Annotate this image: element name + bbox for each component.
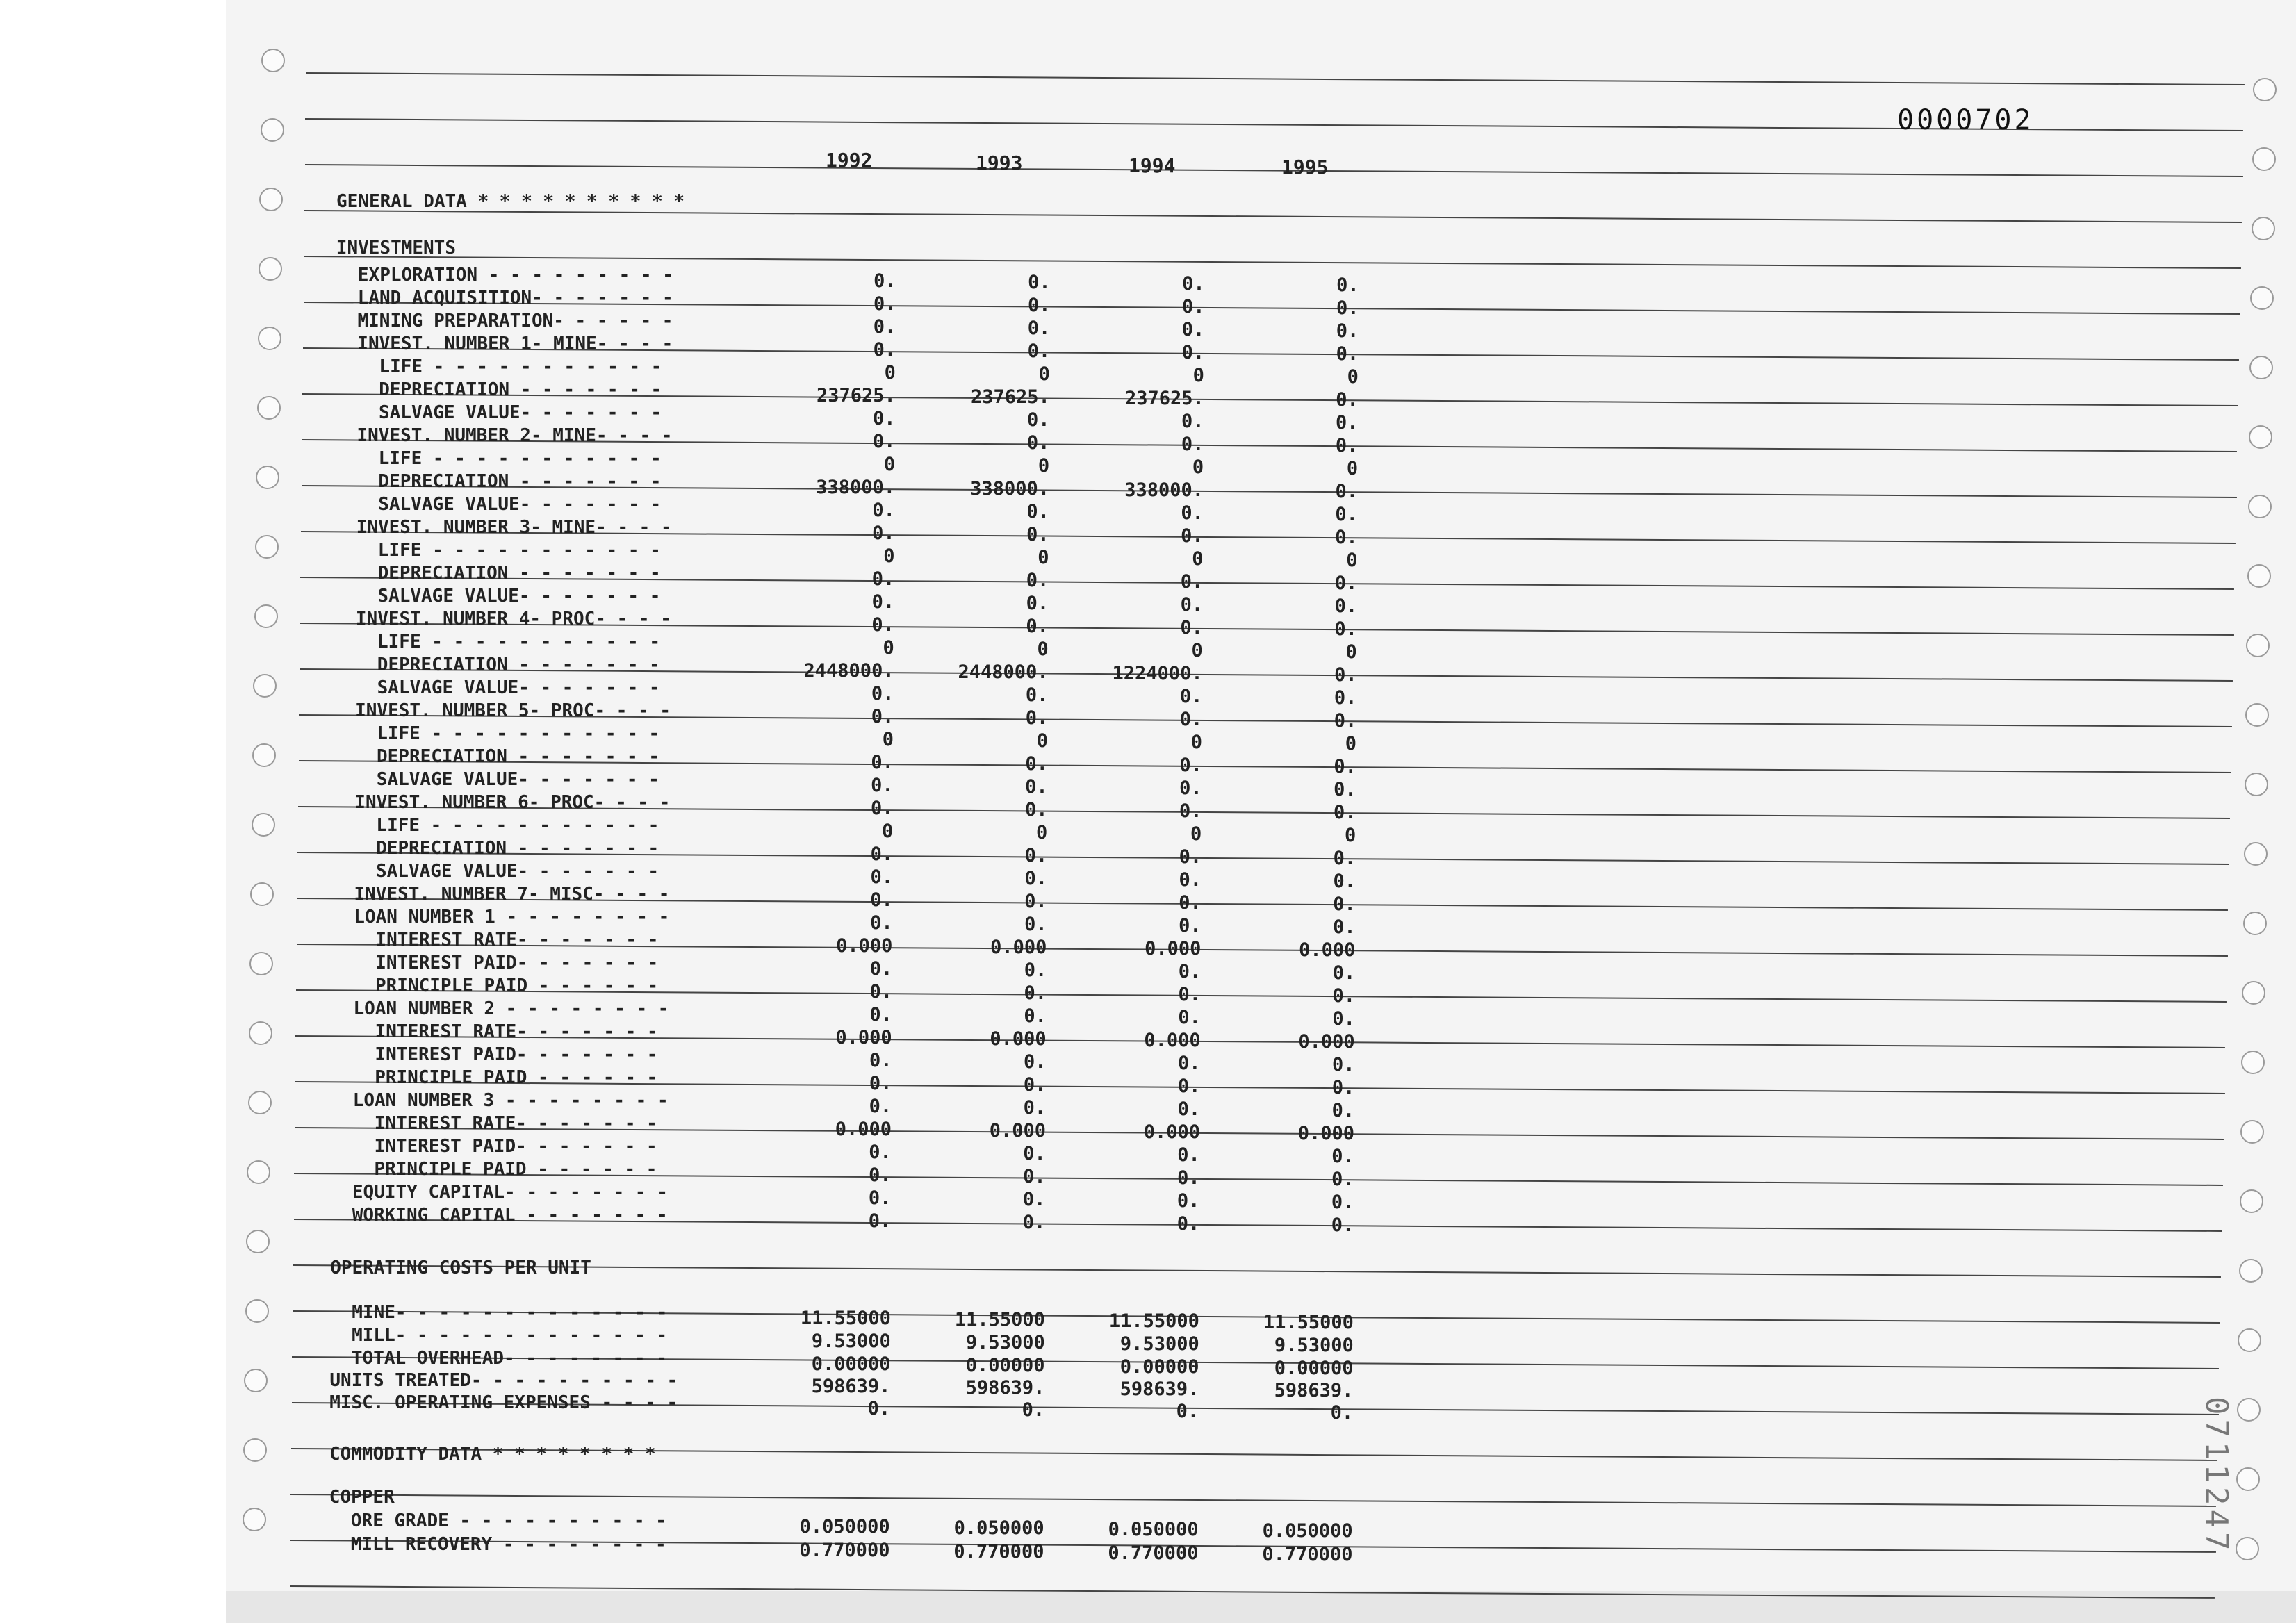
row-value: 0.000 [990, 1028, 1047, 1050]
row-value: 0. [1181, 296, 1205, 318]
row-value: 338000. [816, 477, 896, 498]
row-label: COMMODITY DATA * * * * * * * * [329, 1444, 656, 1465]
row-label: INVEST. NUMBER 5- PROC- - - - [333, 700, 671, 721]
row-value: 0. [869, 1096, 892, 1117]
row-value: 0. [1023, 1166, 1046, 1187]
row-value: 0. [1025, 684, 1049, 706]
row-value: 0. [1024, 868, 1047, 889]
row-label: MILL RECOVERY - - - - - - - - [329, 1534, 666, 1555]
feed-hole [254, 604, 278, 628]
row-value: 0. [1179, 869, 1202, 891]
row-label: PRINCIPLE PAID - - - - - - [331, 975, 658, 996]
row-value: 0. [1331, 1214, 1354, 1236]
feed-hole [2247, 564, 2271, 588]
row-label: INVEST. NUMBER 1- MINE- - - - [336, 333, 673, 354]
row-value: 0. [871, 614, 894, 636]
row-value: 0. [1334, 572, 1358, 594]
row-label: TOTAL OVERHEAD- - - - - - - - [329, 1348, 667, 1369]
row-value: 0. [1181, 502, 1204, 524]
row-value: 0 [1036, 730, 1049, 752]
row-value: 0. [1178, 961, 1202, 982]
row-value: 0. [869, 1164, 892, 1186]
row-label: PRINCIPLE PAID - - - - - - [331, 1067, 658, 1088]
row-value: 0. [1022, 1399, 1045, 1421]
row-value: 0. [869, 981, 893, 1003]
row-label: INTEREST PAID- - - - - - - [331, 1044, 658, 1065]
row-value: 0. [1026, 616, 1049, 637]
row-value: 2448000. [803, 660, 894, 682]
row-value: 0. [1334, 618, 1357, 640]
feed-hole [248, 1091, 272, 1114]
row-value: 0. [1179, 777, 1202, 799]
row-value: 0.000 [836, 935, 893, 957]
row-value: 0. [1332, 985, 1356, 1007]
row-value: 0. [1179, 709, 1203, 730]
year-header: 1994 [1129, 154, 1176, 177]
row-value: 0. [1025, 707, 1049, 729]
row-value: 0. [1026, 593, 1049, 614]
row-value: 0. [1332, 1008, 1355, 1030]
feed-hole [2241, 1051, 2265, 1074]
row-value: 9.53000 [811, 1330, 891, 1352]
row-value: 0 [882, 729, 894, 750]
row-value: 0. [1336, 274, 1359, 296]
feed-hole [2253, 78, 2277, 101]
row-value: 0. [1027, 409, 1050, 431]
feed-hole [2244, 842, 2268, 866]
feed-hole [2236, 1467, 2260, 1491]
row-label: SALVAGE VALUE- - - - - - - [332, 861, 659, 882]
row-value: 0. [1026, 570, 1049, 591]
feed-hole [2240, 1120, 2264, 1144]
row-value: 0. [1176, 1213, 1200, 1235]
row-value: 0.050000 [799, 1516, 890, 1538]
row-value: 0. [1024, 799, 1048, 821]
row-label: LIFE - - - - - - - - - - - [332, 815, 659, 836]
feed-hole [256, 466, 279, 489]
row-label: LIFE - - - - - - - - - - - [334, 540, 661, 561]
row-value: 0. [1333, 802, 1356, 823]
row-label: COPPER [329, 1487, 395, 1508]
row-label: INVEST. NUMBER 6- PROC- - - - [333, 792, 671, 813]
year-header: 1992 [826, 149, 873, 172]
row-label: SALVAGE VALUE- - - - - - - [333, 769, 659, 790]
row-label: LOAN NUMBER 1 - - - - - - - - [332, 907, 670, 928]
row-value: 0. [1179, 686, 1203, 707]
row-value: 0. [1024, 845, 1048, 866]
row-label: PRINCIPLE PAID - - - - - - [330, 1159, 657, 1180]
row-value: 0. [1180, 617, 1203, 639]
feed-hole [247, 1160, 270, 1184]
row-label: LIFE - - - - - - - - - - - [333, 723, 660, 744]
row-value: 598639. [965, 1377, 1045, 1399]
row-label: SALVAGE VALUE- - - - - - - [334, 494, 662, 515]
row-value: 0 [1345, 825, 1356, 846]
row-value: 0. [1182, 273, 1205, 295]
row-value: 0 [1190, 823, 1202, 845]
row-label: INTEREST RATE- - - - - - - [331, 1021, 658, 1042]
row-value: 0. [1331, 1077, 1355, 1098]
row-value: 0. [1025, 776, 1048, 798]
row-label: DEPRECIATION - - - - - - - [335, 379, 662, 400]
row-value: 0. [870, 889, 893, 911]
row-value: 0. [1333, 916, 1356, 938]
row-value: 0.770000 [1108, 1542, 1199, 1564]
row-value: 237625. [1124, 388, 1204, 409]
row-value: 0. [1336, 412, 1359, 434]
row-value: 0. [1176, 1401, 1199, 1422]
row-value: 0. [1331, 1169, 1354, 1190]
row-value: 0 [883, 637, 894, 659]
row-value: 0. [873, 293, 896, 315]
row-value: 0.000 [1145, 938, 1202, 959]
feed-hole [252, 743, 276, 767]
row-value: 0 [1345, 641, 1357, 663]
row-label: MINING PREPARATION- - - - - - [336, 311, 673, 331]
row-value: 0. [867, 1398, 891, 1419]
row-value: 0. [874, 270, 896, 292]
row-value: 0 [1345, 733, 1357, 755]
row-value: 0. [872, 431, 896, 452]
row-label: SALVAGE VALUE- - - - - - - [334, 677, 660, 698]
row-value: 0. [1178, 1053, 1201, 1074]
row-label: LAND ACQUISITION- - - - - - - [336, 288, 673, 308]
row-value: 0.00000 [965, 1355, 1045, 1376]
row-value: 0 [1036, 822, 1048, 843]
row-label: INVESTMENTS [336, 238, 456, 258]
feed-hole [243, 1438, 267, 1462]
row-value: 0. [1180, 594, 1204, 616]
row-value: 0. [1027, 340, 1051, 362]
row-value: 0. [1028, 272, 1051, 293]
row-value: 0. [1334, 687, 1357, 709]
feed-hole [2252, 147, 2276, 171]
row-value: 0 [1038, 547, 1049, 568]
row-label: INTEREST RATE- - - - - - - [331, 1113, 657, 1134]
row-value: 0. [1025, 753, 1048, 775]
row-value: 0. [1178, 1007, 1201, 1028]
row-value: 0. [869, 1050, 892, 1071]
row-value: 0. [1181, 434, 1204, 455]
row-label: INTEREST PAID- - - - - - - [331, 1136, 657, 1157]
row-value: 0. [1023, 1074, 1047, 1096]
feed-hole [245, 1299, 269, 1323]
row-label: INVEST. NUMBER 4- PROC- - - - [334, 609, 671, 629]
year-header: 1993 [976, 151, 1023, 174]
feed-hole [259, 257, 282, 281]
row-value: 0. [872, 500, 895, 521]
row-value: 0.000 [1297, 1123, 1354, 1144]
row-value: 0.050000 [1108, 1519, 1199, 1540]
row-value: 0. [870, 843, 894, 865]
row-value: 0. [1330, 1402, 1354, 1424]
row-value: 0. [871, 591, 895, 613]
row-value: 0.000 [1298, 1031, 1355, 1053]
row-value: 0. [873, 339, 896, 361]
row-label: MILL- - - - - - - - - - - - - [329, 1325, 668, 1346]
row-value: 0. [1334, 595, 1358, 617]
row-value: 0. [871, 683, 894, 705]
row-value: 0. [1181, 319, 1205, 340]
row-value: 0.00000 [811, 1353, 891, 1375]
row-value: 0. [1023, 1143, 1046, 1164]
row-value: 9.53000 [965, 1332, 1045, 1353]
row-value: 0. [1179, 892, 1202, 914]
row-value: 2448000. [958, 661, 1049, 683]
row-label: INTEREST PAID- - - - - - - [331, 953, 659, 973]
feed-hole [243, 1508, 266, 1531]
row-value: 0 [1346, 550, 1358, 571]
row-value: 0. [1181, 342, 1205, 363]
row-value: 0. [869, 958, 893, 980]
feed-hole [2249, 356, 2273, 379]
row-label: UNITS TREATED- - - - - - - - - - [329, 1370, 678, 1391]
feed-hole [2239, 1259, 2263, 1283]
row-value: 237625. [970, 386, 1050, 408]
row-value: 0. [1179, 800, 1202, 822]
row-value: 0 [1192, 456, 1204, 478]
row-value: 0.000 [1143, 1121, 1200, 1143]
row-value: 0. [870, 866, 893, 888]
row-value: 0. [872, 522, 895, 544]
row-value: 598639. [1120, 1378, 1199, 1400]
row-label: DEPRECIATION - - - - - - - [333, 746, 659, 767]
row-value: 0. [1178, 984, 1202, 1005]
row-value: 0 [1192, 365, 1204, 386]
row-label: LIFE - - - - - - - - - - - [335, 356, 662, 377]
row-value: 0. [1024, 1051, 1047, 1073]
row-value: 0.000 [1299, 939, 1356, 961]
row-label: MISC. OPERATING EXPENSES - - - - [329, 1392, 678, 1413]
row-value: 0. [1333, 871, 1356, 892]
row-value: 0. [869, 1073, 892, 1094]
feed-hole [2237, 1398, 2261, 1422]
row-value: 0. [1181, 525, 1204, 547]
row-label: DEPRECIATION - - - - - - - [334, 563, 661, 584]
row-label: EQUITY CAPITAL- - - - - - - - [330, 1182, 668, 1203]
row-label: WORKING CAPITAL - - - - - - - [330, 1205, 668, 1226]
row-value: 0. [1177, 1076, 1201, 1097]
row-label: INVEST. NUMBER 2- MINE- - - - [335, 425, 673, 446]
feed-hole [255, 535, 279, 559]
row-value: 0. [1177, 1167, 1200, 1189]
row-value: 598639. [1274, 1380, 1354, 1401]
row-value: 11.55000 [954, 1309, 1045, 1330]
row-value: 0. [1179, 846, 1202, 868]
row-value: 0.770000 [953, 1541, 1044, 1563]
row-value: 0. [1024, 891, 1047, 912]
row-value: 0. [869, 1142, 892, 1163]
row-value: 0. [871, 752, 894, 773]
row-value: 0 [882, 821, 894, 842]
row-value: 0.000 [835, 1027, 892, 1048]
row-value: 0 [1192, 548, 1204, 570]
row-value: 0. [1177, 1098, 1201, 1120]
feed-hole [2245, 773, 2268, 796]
row-value: 0. [1024, 914, 1047, 935]
row-value: 0. [1024, 982, 1047, 1004]
document-code: 0000702 [1897, 104, 2034, 136]
row-value: 0.770000 [1262, 1544, 1353, 1565]
row-value: 0. [871, 775, 894, 796]
row-value: 0.000 [990, 937, 1047, 958]
row-value: 0. [1022, 1189, 1046, 1210]
row-label: DEPRECIATION - - - - - - - [334, 471, 662, 492]
row-value: 0. [1333, 893, 1356, 915]
row-value: 0. [1179, 755, 1202, 776]
row-value: 0. [1026, 524, 1049, 545]
row-value: 0. [1331, 1146, 1354, 1167]
row-value: 0 [1038, 363, 1050, 385]
row-value: 338000. [1124, 479, 1204, 501]
row-label: INVEST. NUMBER 3- MINE- - - - [334, 517, 672, 538]
row-value: 0. [870, 798, 894, 819]
feed-hole [258, 327, 281, 350]
row-value: 0 [884, 362, 896, 384]
row-value: 0.770000 [799, 1540, 890, 1561]
row-value: 237625. [816, 385, 896, 406]
row-value: 0. [1336, 297, 1359, 319]
row-value: 0. [1024, 1005, 1047, 1027]
row-value: 0. [868, 1210, 892, 1232]
row-value: 338000. [970, 478, 1050, 500]
row-value: 0. [1334, 779, 1356, 800]
year-header: 1995 [1281, 156, 1329, 179]
row-value: 0.000 [1144, 1030, 1201, 1051]
feed-hole [261, 49, 285, 72]
feed-hole [261, 118, 284, 142]
row-value: 0. [1331, 1192, 1354, 1213]
row-value: 0 [883, 454, 896, 475]
row-value: 0.00000 [1274, 1358, 1354, 1379]
row-value: 0. [870, 912, 893, 934]
feed-hole [252, 813, 275, 837]
row-value: 0. [1023, 1097, 1047, 1119]
row-label: LIFE - - - - - - - - - - - [334, 632, 660, 652]
feed-hole [2236, 1537, 2259, 1560]
row-value: 11.55000 [800, 1308, 891, 1329]
row-value: 0 [883, 545, 895, 567]
row-value: 0 [1191, 640, 1203, 661]
row-value: 0. [1027, 295, 1051, 316]
row-value: 0. [1332, 962, 1356, 984]
feed-hole [2248, 495, 2272, 518]
feed-hole [2240, 1189, 2263, 1213]
row-value: 0. [1333, 848, 1356, 869]
side-stamp-code: 0711247 [2199, 1397, 2234, 1555]
row-label: INVEST. NUMBER 7- MISC- - - - [332, 884, 670, 905]
row-value: 0.000 [835, 1119, 892, 1140]
row-label: GENERAL DATA * * * * * * * * * * [336, 191, 684, 212]
row-value: 0.050000 [1262, 1520, 1353, 1542]
row-label: DEPRECIATION - - - - - - - [332, 838, 659, 859]
row-value: 0. [1331, 1100, 1355, 1121]
row-label: LIFE - - - - - - - - - - - [335, 448, 662, 469]
row-value: 0. [1177, 1144, 1200, 1166]
row-value: 0. [1334, 710, 1357, 732]
row-value: 0. [1336, 320, 1359, 342]
row-value: 0. [1026, 432, 1050, 454]
row-value: 0. [1334, 664, 1357, 686]
row-value: 0.000 [989, 1120, 1046, 1142]
row-value: 0 [1037, 639, 1049, 660]
row-label: INTEREST RATE- - - - - - - [331, 930, 659, 950]
feed-hole [249, 1021, 272, 1045]
row-value: 0. [1022, 1212, 1046, 1233]
row-value: 0. [871, 568, 895, 590]
row-value: 1224000. [1112, 663, 1203, 684]
row-value: 0. [871, 706, 894, 727]
row-value: 9.53000 [1120, 1333, 1199, 1355]
row-value: 0 [1038, 455, 1050, 477]
row-value: 598639. [811, 1376, 891, 1397]
row-value: 0. [1179, 915, 1202, 937]
row-value: 0. [1336, 389, 1359, 411]
row-value: 0. [1332, 1054, 1355, 1076]
feed-hole [2252, 217, 2275, 240]
row-label: LOAN NUMBER 2 - - - - - - - - [331, 998, 669, 1019]
row-value: 0. [1334, 756, 1356, 777]
row-value: 11.55000 [1108, 1310, 1199, 1332]
row-label: SALVAGE VALUE- - - - - - - [334, 586, 661, 607]
row-value: 0. [1335, 481, 1359, 502]
row-value: 11.55000 [1263, 1312, 1354, 1333]
feed-hole [2249, 425, 2272, 449]
row-value: 0. [1026, 501, 1049, 522]
feed-hole [249, 952, 273, 975]
row-label: LOAN NUMBER 3 - - - - - - - - [331, 1090, 669, 1111]
row-value: 0 [1346, 458, 1359, 479]
row-value: 0. [1176, 1190, 1200, 1212]
row-value: 0. [1024, 959, 1047, 981]
row-value: 0.00000 [1120, 1356, 1199, 1378]
feed-hole [2245, 703, 2269, 727]
row-value: 9.53000 [1274, 1335, 1354, 1356]
row-label: EXPLORATION - - - - - - - - - [336, 265, 673, 286]
row-value: 0. [869, 1004, 892, 1025]
row-value: 0.050000 [953, 1517, 1044, 1539]
row-value: 0. [868, 1187, 892, 1209]
row-label: ORE GRADE - - - - - - - - - - [329, 1510, 666, 1531]
feed-hole [246, 1230, 270, 1253]
row-value: 0. [873, 316, 896, 338]
row-value: 0 [1347, 366, 1359, 388]
feed-hole [2243, 912, 2267, 935]
feed-hole [257, 396, 281, 420]
row-label: SALVAGE VALUE- - - - - - - [335, 402, 662, 423]
row-value: 0. [1027, 318, 1051, 339]
row-value: 0. [1335, 504, 1358, 525]
row-value: 0. [1181, 411, 1204, 432]
row-label: DEPRECIATION - - - - - - - [334, 654, 660, 675]
row-value: 0. [1180, 571, 1204, 593]
row-label: MINE- - - - - - - - - - - - - [330, 1302, 668, 1323]
row-value: 0. [1335, 435, 1359, 456]
row-value: 0 [1190, 732, 1203, 753]
row-value: 0. [1335, 527, 1358, 548]
row-label: OPERATING COSTS PER UNIT [330, 1258, 591, 1278]
row-value: 0. [1336, 343, 1359, 365]
row-value: 0. [873, 408, 896, 429]
